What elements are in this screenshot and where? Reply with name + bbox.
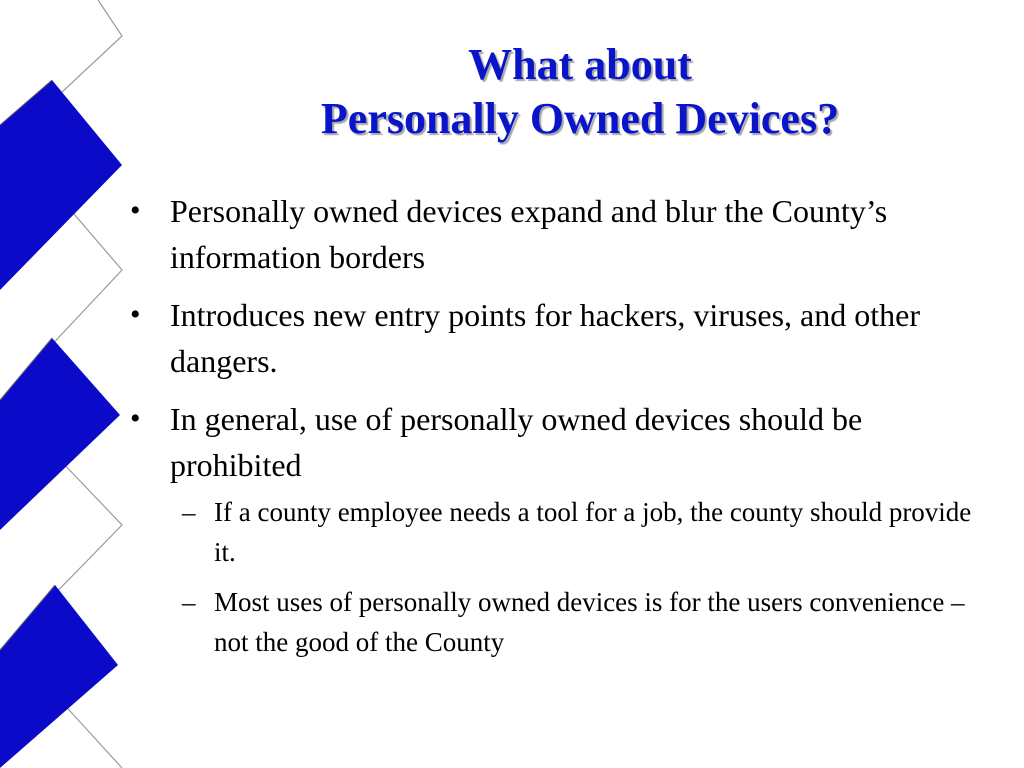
slide-body <box>128 188 978 674</box>
sub-bullet-item <box>170 582 978 662</box>
bullet-item <box>128 292 978 384</box>
left-diamond-decoration <box>0 0 140 768</box>
title-line-2: Personally Owned Devices? <box>320 94 840 143</box>
bullet-icon: • <box>130 402 141 435</box>
dash-icon: – <box>182 497 196 527</box>
bullet-text: In general, use of personally owned devices should be prohibited <box>170 401 863 483</box>
sub-bullet-text: If a county employee needs a tool for a job, the county should provide it. <box>214 497 972 567</box>
bullet-icon: • <box>130 194 141 227</box>
sub-bullet-item <box>170 492 978 572</box>
bullet-item <box>128 396 978 662</box>
slide-title <box>150 38 1010 146</box>
dash-icon: – <box>182 587 196 617</box>
bullet-item <box>128 188 978 280</box>
bullet-list <box>128 188 978 662</box>
bullet-text: Introduces new entry points for hackers, viruses, and other dangers. <box>170 297 920 379</box>
sub-bullet-list <box>170 492 978 662</box>
title-line-1: What about <box>468 40 692 89</box>
bullet-text: Personally owned devices expand and blur the County’s information borders <box>170 193 888 275</box>
sub-bullet-text: Most uses of personally owned devices is for the users convenience – not the good of the County <box>214 587 965 657</box>
bullet-icon: • <box>130 298 141 331</box>
